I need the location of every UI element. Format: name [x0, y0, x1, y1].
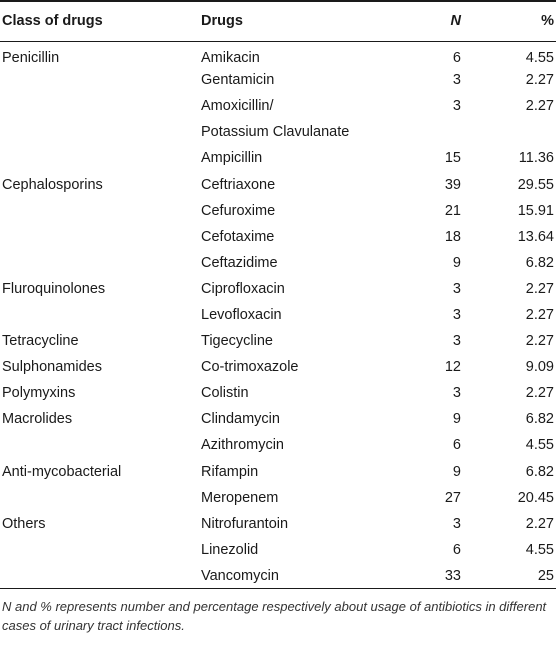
n-cell: 33 [394, 563, 464, 589]
percent-cell: 2.27 [525, 385, 554, 402]
n-cell: 3 [452, 515, 461, 532]
n-cell: 3 [452, 306, 461, 323]
drug-cell: Rifampin [201, 463, 259, 480]
drug-cell: Amikacin [201, 50, 260, 67]
drug-cell: Ceftriaxone [201, 176, 276, 193]
n-cell: 39 [444, 176, 461, 193]
class-cell [0, 302, 201, 328]
table-footnote: N and % represents number and percentage respectively about usage of antibiotics in different cases of urinary tract infections. [2, 599, 547, 634]
drug-cell: Potassium Clavulanate [201, 124, 350, 141]
class-cell [0, 198, 201, 224]
class-cell [0, 250, 201, 276]
n-cell: 9 [452, 463, 461, 480]
n-cell: 15 [444, 150, 461, 167]
n-cell: 6 [452, 50, 461, 67]
table-row [0, 171, 556, 197]
drug-cell: Colistin [201, 385, 249, 402]
drug-cell: Ampicillin [201, 150, 263, 167]
class-cell [0, 67, 201, 93]
drug-cell: Vancomycin [201, 563, 394, 589]
table-row [0, 432, 556, 458]
table-row [0, 119, 556, 145]
class-cell: Tetracycline [2, 333, 79, 350]
percent-cell [464, 119, 556, 145]
n-cell: 27 [444, 489, 461, 506]
n-cell: 12 [444, 359, 461, 376]
drug-cell: Meropenem [201, 489, 279, 506]
n-cell: 18 [444, 228, 461, 245]
percent-cell: 25 [464, 563, 556, 589]
n-cell: 3 [452, 385, 461, 402]
percent-cell: 29.55 [517, 176, 554, 193]
table-row [0, 276, 556, 302]
table-row [0, 224, 556, 250]
percent-cell: 2.27 [525, 306, 554, 323]
class-cell [0, 119, 201, 145]
table-row [0, 328, 556, 354]
header-row [0, 1, 556, 41]
drug-cell: Tigecycline [201, 333, 273, 350]
percent-cell: 6.82 [525, 463, 554, 480]
table-row [0, 537, 556, 563]
percent-cell: 4.55 [525, 50, 554, 67]
table-body [0, 41, 556, 589]
header-class-of-drugs: Class of drugs [0, 1, 201, 41]
n-cell: 3 [452, 98, 461, 115]
class-cell: Polymyxins [2, 385, 76, 402]
drug-cell: Levofloxacin [201, 306, 282, 323]
percent-cell: 6.82 [525, 254, 554, 271]
percent-cell: 4.55 [525, 437, 554, 454]
class-cell: Fluroquinolones [2, 280, 106, 297]
table-header [0, 1, 556, 41]
table-row [0, 511, 556, 537]
drug-cell: Linezolid [201, 541, 259, 558]
drug-cell: Ciprofloxacin [201, 280, 285, 297]
drug-cell: Amoxicillin/ [201, 98, 274, 115]
table-row [0, 41, 556, 67]
class-cell [0, 432, 201, 458]
table-row [0, 563, 556, 589]
class-cell: Sulphonamides [2, 359, 102, 376]
drug-cell: Co-trimoxazole [201, 359, 299, 376]
class-cell: Macrolides [2, 411, 73, 428]
table-row [0, 250, 556, 276]
percent-cell: 2.27 [525, 515, 554, 532]
n-cell: 9 [452, 411, 461, 428]
n-cell: 3 [452, 72, 461, 89]
n-cell [394, 119, 464, 145]
percent-cell: 2.27 [525, 333, 554, 350]
percent-cell: 2.27 [525, 98, 554, 115]
class-cell: Cephalosporins [2, 176, 103, 193]
table-row [0, 198, 556, 224]
percent-cell: 11.36 [518, 150, 554, 167]
table-row [0, 145, 556, 171]
percent-cell: 2.27 [525, 280, 554, 297]
header-percent: % [464, 1, 556, 41]
class-cell [0, 93, 201, 119]
n-cell: 3 [452, 280, 461, 297]
drug-cell: Nitrofurantoin [201, 515, 289, 532]
drug-cell: Cefuroxime [201, 202, 276, 219]
class-cell: Anti-mycobacterial [2, 463, 122, 480]
table-row [0, 485, 556, 511]
class-cell [0, 145, 201, 171]
percent-cell: 9.09 [525, 359, 554, 376]
drug-cell: Gentamicin [201, 72, 275, 89]
table-row [0, 302, 556, 328]
class-cell [0, 563, 201, 589]
class-cell [0, 224, 201, 250]
class-cell: Others [2, 515, 46, 532]
table-row [0, 459, 556, 485]
class-cell [0, 485, 201, 511]
drug-cell: Azithromycin [201, 437, 284, 454]
header-drugs: Drugs [201, 1, 394, 41]
percent-cell: 2.27 [525, 72, 554, 89]
percent-cell: 20.45 [517, 489, 554, 506]
drug-cell: Ceftazidime [201, 254, 278, 271]
drug-cell: Cefotaxime [201, 228, 275, 245]
percent-cell: 13.64 [517, 228, 554, 245]
n-cell: 6 [452, 541, 461, 558]
percent-cell: 6.82 [525, 411, 554, 428]
table-row [0, 67, 556, 93]
n-cell: 6 [452, 437, 461, 454]
n-cell: 9 [452, 254, 461, 271]
table-row [0, 406, 556, 432]
percent-cell: 15.91 [517, 202, 554, 219]
n-cell: 21 [444, 202, 461, 219]
table-row [0, 354, 556, 380]
class-cell [0, 537, 201, 563]
drug-cell: Clindamycin [201, 411, 280, 428]
class-cell: Penicillin [2, 50, 60, 67]
percent-cell: 4.55 [525, 541, 554, 558]
n-cell: 3 [452, 333, 461, 350]
header-n: N [394, 1, 464, 41]
table-row [0, 380, 556, 406]
table-row [0, 93, 556, 119]
